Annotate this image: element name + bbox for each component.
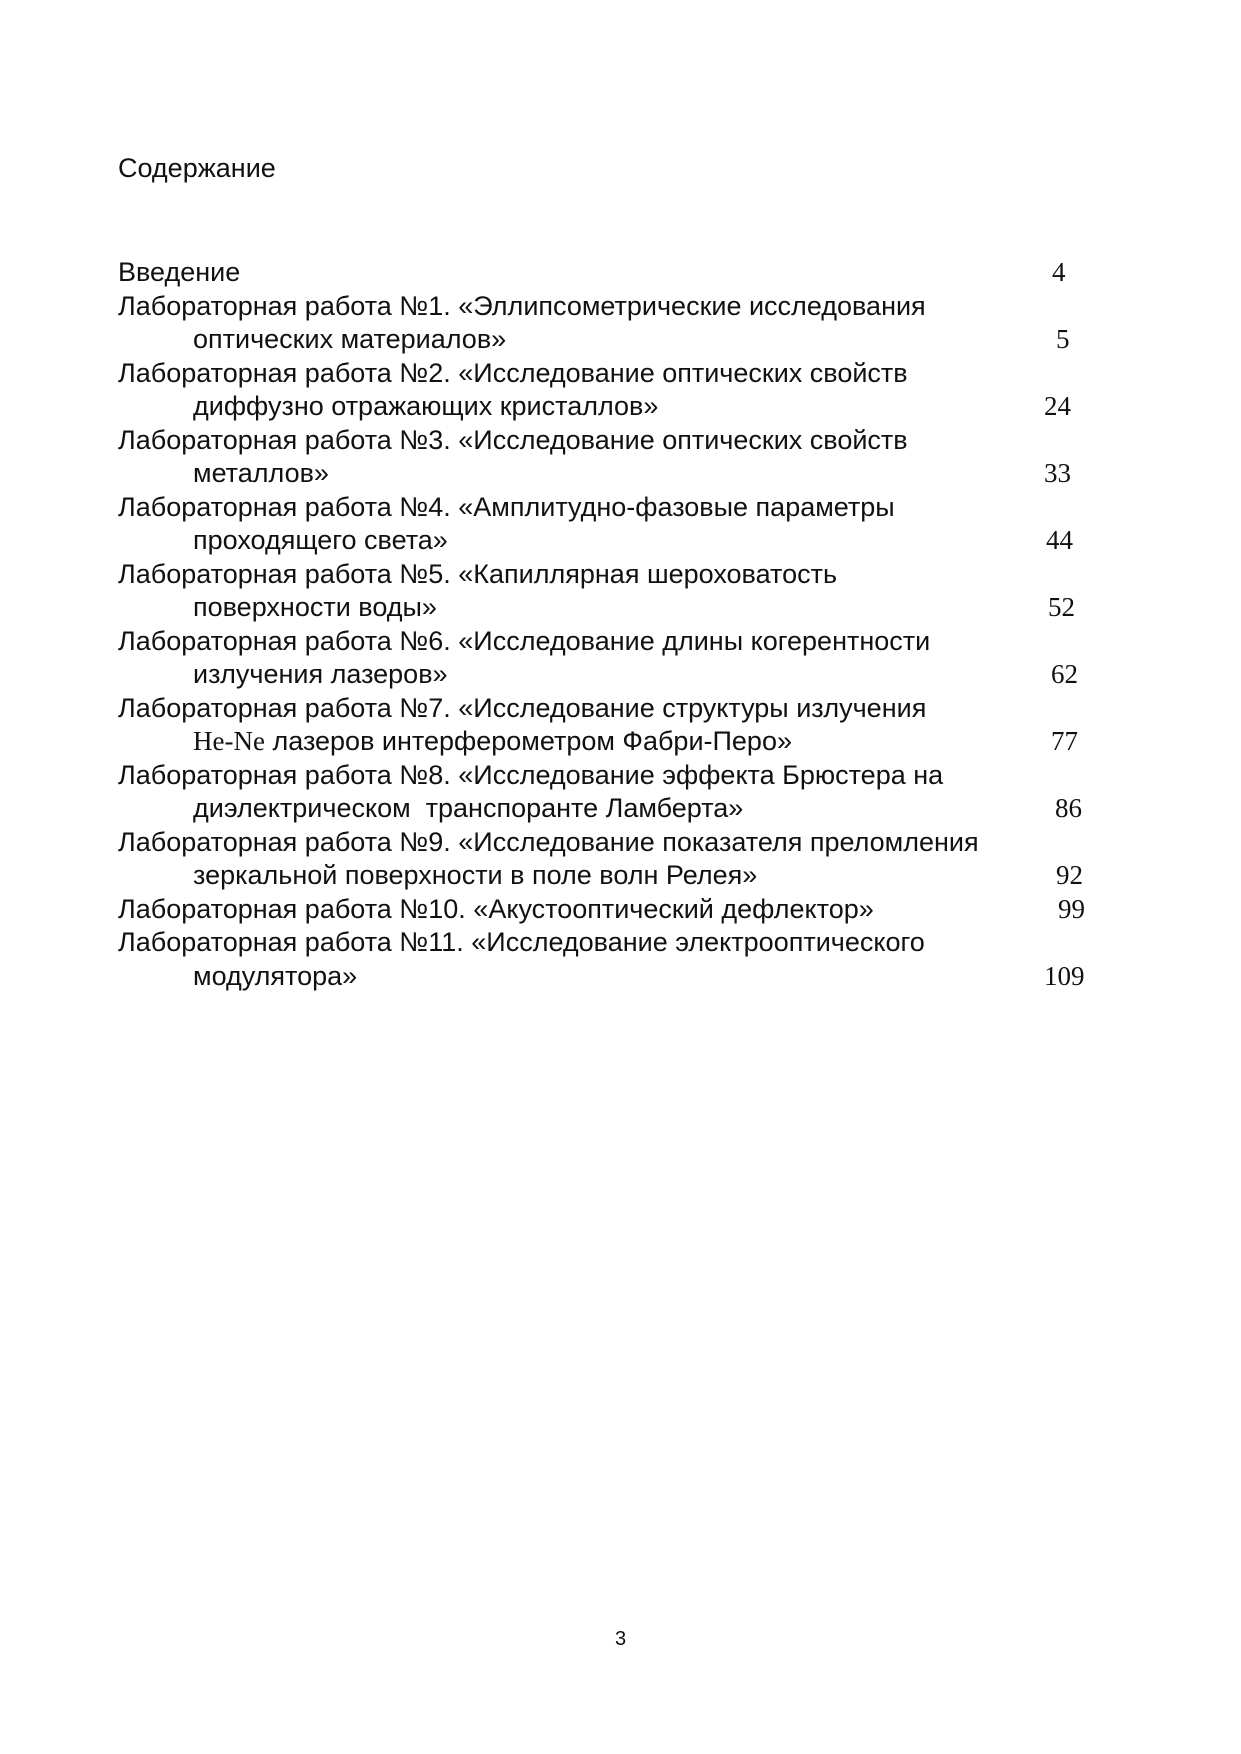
toc-entry-text: Лабораторная работа №9. «Исследование показателя преломления (118, 826, 979, 857)
toc-entry-lab-3[interactable] (118, 424, 1138, 458)
toc-entry-text: Лабораторная работа №4. «Амплитудно-фазовые параметры (118, 491, 895, 522)
toc-page-number: 33 (1044, 458, 1071, 488)
toc-entry-lab-8[interactable] (118, 759, 1138, 793)
toc-entry-text: Лабораторная работа №8. «Исследование эффекта Брюстера на (118, 759, 944, 790)
toc-entry-lab-5-continuation[interactable] (118, 591, 1138, 625)
toc-entry-lab-6-continuation[interactable] (118, 658, 1138, 692)
toc-page-number: 99 (1058, 893, 1085, 924)
toc-page-number: 86 (1055, 793, 1082, 823)
toc-entry-lab-9[interactable] (118, 826, 1138, 860)
toc-entry-introduction[interactable] (118, 256, 1138, 290)
toc-entry-text: лазеров интерферометром Фабри-Перо» (272, 726, 792, 756)
toc-entry-text: Лабораторная работа №10. «Акустооптический дефлектор» (118, 893, 874, 924)
toc-entry-text: диэлектрическом транспоранте Ламберта» (193, 793, 744, 823)
toc-entry-lab-1[interactable] (118, 290, 1138, 324)
toc-entry-text: Лабораторная работа №3. «Исследование оптических свойств (118, 424, 908, 455)
toc-page-number: 77 (1051, 726, 1078, 756)
toc-entry-lab-7[interactable] (118, 692, 1138, 726)
toc-entry-lab-8-continuation[interactable] (118, 792, 1138, 826)
toc-entry-lab-6[interactable] (118, 625, 1138, 659)
toc-entry-text: Лабораторная работа №1. «Эллипсометрические исследования (118, 290, 926, 321)
toc-page-number: 52 (1048, 592, 1075, 622)
toc-entry-text: Введение (118, 257, 241, 287)
toc-entry-lab-4[interactable] (118, 491, 1138, 525)
toc-page-number: 4 (1052, 257, 1066, 287)
toc-entry-text: диффузно отражающих кристаллов» (193, 391, 659, 421)
toc-entry-text: поверхности воды» (193, 592, 437, 622)
toc-entry-text: оптических материалов» (193, 324, 507, 354)
toc-page-number: 24 (1044, 391, 1071, 421)
toc-entry-lab-10[interactable] (118, 893, 1138, 927)
toc-entry-lab-5[interactable] (118, 558, 1138, 592)
toc-entry-lab-2[interactable] (118, 357, 1138, 391)
toc-entry-lab-9-continuation[interactable] (118, 859, 1138, 893)
toc-entry-text: металлов» (193, 458, 329, 488)
toc-entry-text: Лабораторная работа №11. «Исследование электрооптического (118, 927, 925, 957)
toc-entry-lab-4-continuation[interactable] (118, 524, 1138, 558)
toc-page-number: 62 (1051, 659, 1078, 689)
toc-entry-text: излучения лазеров» (193, 659, 448, 689)
toc-entry-text: Лабораторная работа №7. «Исследование структуры излучения (118, 692, 927, 723)
toc-entry-text: модулятора» (193, 960, 358, 991)
page-number-footer: 3 (614, 1628, 627, 1650)
toc-entry-text: проходящего света» (193, 525, 448, 555)
toc-entry-text: зеркальной поверхности в поле волн Релея» (193, 860, 758, 890)
toc-entry-lab-2-continuation[interactable] (118, 390, 1138, 424)
toc-page-number: 44 (1046, 525, 1073, 555)
toc-entry-lab-7-continuation[interactable] (118, 725, 1138, 759)
laser-type-label: He-Ne (193, 726, 265, 756)
toc-page-number: 109 (1044, 960, 1085, 991)
toc-page-number: 5 (1056, 324, 1070, 354)
toc-entry-lab-11[interactable] (118, 926, 1138, 960)
toc-entry-lab-3-continuation[interactable] (118, 457, 1138, 491)
table-of-contents (118, 256, 1138, 993)
toc-entry-lab-11-continuation[interactable] (118, 960, 1138, 994)
page-title: Содержание (118, 153, 276, 183)
toc-entry-text: Лабораторная работа №2. «Исследование оптических свойств (118, 357, 908, 388)
toc-page-number: 92 (1056, 860, 1083, 890)
toc-entry-text: Лабораторная работа №5. «Капиллярная шероховатость (118, 558, 838, 589)
toc-entry-lab-1-continuation[interactable] (118, 323, 1138, 357)
toc-entry-text: Лабораторная работа №6. «Исследование длины когерентности (118, 625, 931, 656)
